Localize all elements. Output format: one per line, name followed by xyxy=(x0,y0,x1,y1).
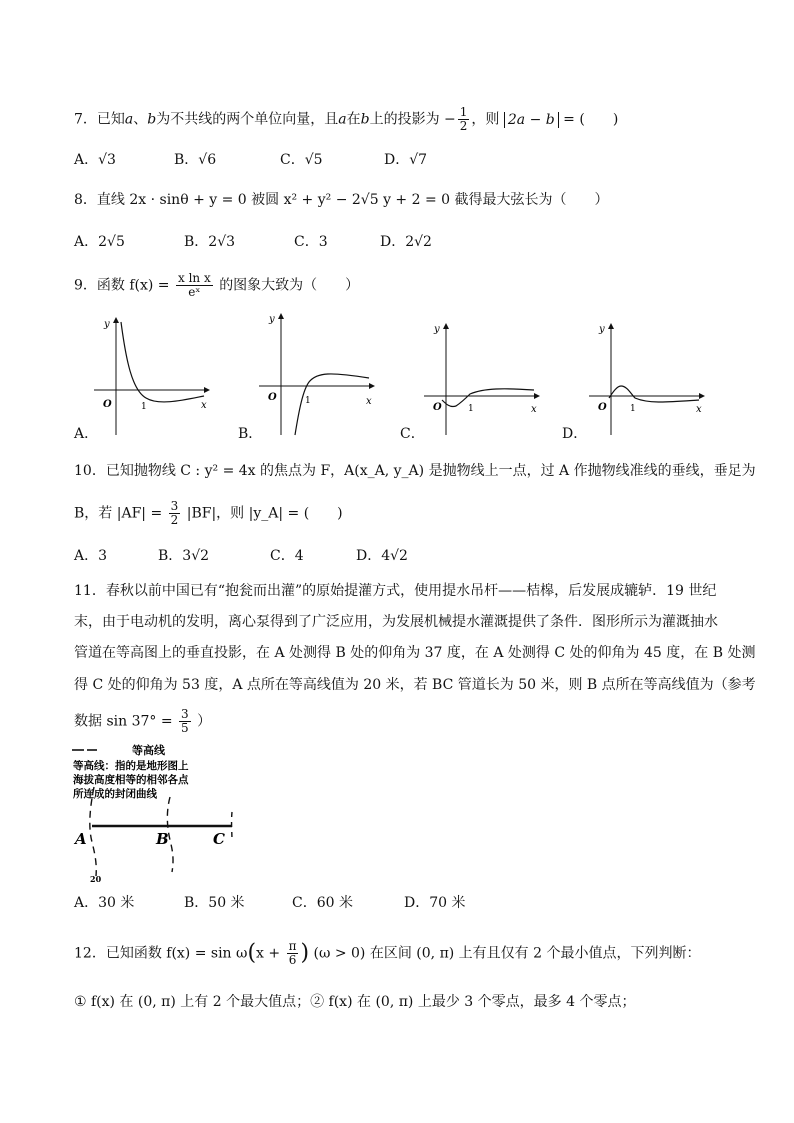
q8-option-a[interactable]: A．2√5 xyxy=(74,234,125,250)
q12-line1: 12．已知函数 f(x) = sin ω(x + $\frac{\pi}{6}$ ) (ω > 0) 在区间 (0, π) 上有且仅有 2 个最小值点，下列判断： xyxy=(74,939,701,967)
legend-line-2: 海拔高度相等的相邻各点 xyxy=(73,774,189,786)
q8-option-d[interactable]: D．2√2 xyxy=(380,234,432,250)
q9-stem: 9．函数 f(x) = $\frac{\text{x ln x}}{\text{eˣ}}$ 的图象大致为（ ） xyxy=(74,271,360,299)
q11-figure xyxy=(70,742,250,884)
point-b-label: B xyxy=(156,830,169,848)
tick-label: 1 xyxy=(141,402,147,412)
svg-text:x: x xyxy=(696,404,702,415)
q7-stem: 7．已知a、b为不共线的两个单位向量，且a在b上的投影为 − $\frac{1}{2}$ ，则 2a − b = ( ) xyxy=(74,105,619,133)
svg-text:O: O xyxy=(598,402,607,413)
svg-text:O: O xyxy=(268,392,277,403)
q11-line5: 数据 sin 37° = $\frac{3}{5}$ ） xyxy=(74,707,212,735)
q9-option-b[interactable]: B． xyxy=(238,426,263,442)
q7-abs: 2a − b xyxy=(504,112,559,128)
q10-options xyxy=(74,546,674,566)
q10-fraction: $\frac{3}{2}$ xyxy=(170,499,179,527)
svg-text:1: 1 xyxy=(630,404,636,414)
q10-line1: 10．已知抛物线 C : y² = 4x 的焦点为 F，A(x_A, y_A) 是抛物线上一点，过 A 作抛物线准线的垂线，垂足为 xyxy=(74,463,756,479)
q11-options xyxy=(74,893,674,913)
q8-option-b[interactable]: B．2√3 xyxy=(184,234,236,250)
axis-label-y: y xyxy=(104,319,110,330)
q7-option-b[interactable]: B．√6 xyxy=(174,152,217,168)
q7-options xyxy=(74,150,674,170)
q8-options xyxy=(74,232,674,252)
origin-label: O xyxy=(103,399,112,410)
q9-options xyxy=(74,424,674,444)
q11-fraction: $\frac{3}{5}$ xyxy=(181,707,189,735)
q10-option-c[interactable]: C．4 xyxy=(270,548,304,564)
svg-text:1: 1 xyxy=(305,396,311,406)
vector-a: a xyxy=(124,111,134,128)
q11-line1: 11．春秋以前中国已有“抱瓮而出灌”的原始提灌方式，使用提水吊杆——桔槔，后发展成辘轳．19 世纪 xyxy=(74,583,717,599)
q7-option-a[interactable]: A．√3 xyxy=(74,152,116,168)
svg-text:1: 1 xyxy=(468,404,474,414)
point-a-label: A xyxy=(75,830,87,848)
legend-line-3: 所连成的封闭曲线 xyxy=(73,788,157,800)
graph-b[interactable] xyxy=(259,314,374,435)
svg-text:x: x xyxy=(531,404,537,415)
q7-option-c[interactable]: C．√5 xyxy=(280,152,323,168)
q10-line2: B，若 |AF| = $\frac{3}{2}$ |BF|，则 |y_A| = ( ) xyxy=(74,499,343,527)
q7-number: 7． xyxy=(74,111,97,128)
contour-a xyxy=(90,787,96,876)
graph-a[interactable] xyxy=(94,318,209,435)
q11-line3: 管道在等高图上的垂直投影，在 A 处测得 B 处的仰角为 37 度，在 A 处测得 C 处的仰角为 45 度，在 B 处测 xyxy=(74,645,756,661)
svg-text:O: O xyxy=(433,402,442,413)
q10-option-d[interactable]: D．4√2 xyxy=(356,548,408,564)
svg-text:x: x xyxy=(366,396,372,407)
q7-option-d[interactable]: D．√7 xyxy=(384,152,428,168)
q10-option-b[interactable]: B．3√2 xyxy=(158,548,210,564)
q10-option-a[interactable]: A．3 xyxy=(74,548,108,564)
q11-option-d[interactable]: D．70 米 xyxy=(404,895,466,911)
q9-option-a[interactable]: A． xyxy=(74,426,99,442)
q9-option-c[interactable]: C． xyxy=(400,426,425,442)
point-c-label: C xyxy=(213,830,225,848)
vector-b: b xyxy=(147,111,157,128)
q8-stem: 8．直线 2x · sinθ + y = 0 被圆 x² + y² − 2√5 y + 2 = 0 截得最大弦长为（ ） xyxy=(74,192,609,208)
q12-fraction: $\frac{\pi}{6}$ xyxy=(288,939,297,967)
graph-c[interactable] xyxy=(424,324,539,435)
contour-value-label: 20 xyxy=(90,874,102,884)
legend-line-1: 等高线：指的是地形图上 xyxy=(73,760,189,772)
q11-option-c[interactable]: C．60 米 xyxy=(292,895,353,911)
q11-line2: 末，由于电动机的发明，离心泵得到了广泛应用，为发展机械提水灌溉提供了条件．图形所示为灌溉抽水 xyxy=(74,614,718,630)
svg-text:y: y xyxy=(269,314,275,325)
q9-option-d[interactable]: D． xyxy=(562,426,588,442)
q9-fraction: $\frac{\text{x ln x}}{\text{eˣ}}$ xyxy=(178,271,211,299)
svg-text:y: y xyxy=(434,324,440,335)
svg-text:y: y xyxy=(599,324,605,335)
legend-title: 等高线 xyxy=(132,744,165,757)
q12-line2: ① f(x) 在 (0, π) 上有 2 个最大值点；② f(x) 在 (0, π) 上最少 3 个零点，最多 4 个零点； xyxy=(74,994,636,1010)
axis-label-x: x xyxy=(201,400,207,411)
q11-option-b[interactable]: B．50 米 xyxy=(184,895,245,911)
q8-option-c[interactable]: C．3 xyxy=(294,234,328,250)
q11-line4: 得 C 处的仰角为 53 度，A 点所在等高线值为 20 米，若 BC 管道长为 50 米，则 B 点所在等高线值为（参考 xyxy=(74,677,756,693)
graph-d[interactable] xyxy=(589,324,704,435)
q7-fraction: $\frac{1}{2}$ xyxy=(459,105,468,133)
q11-option-a[interactable]: A．30 米 xyxy=(74,895,135,911)
